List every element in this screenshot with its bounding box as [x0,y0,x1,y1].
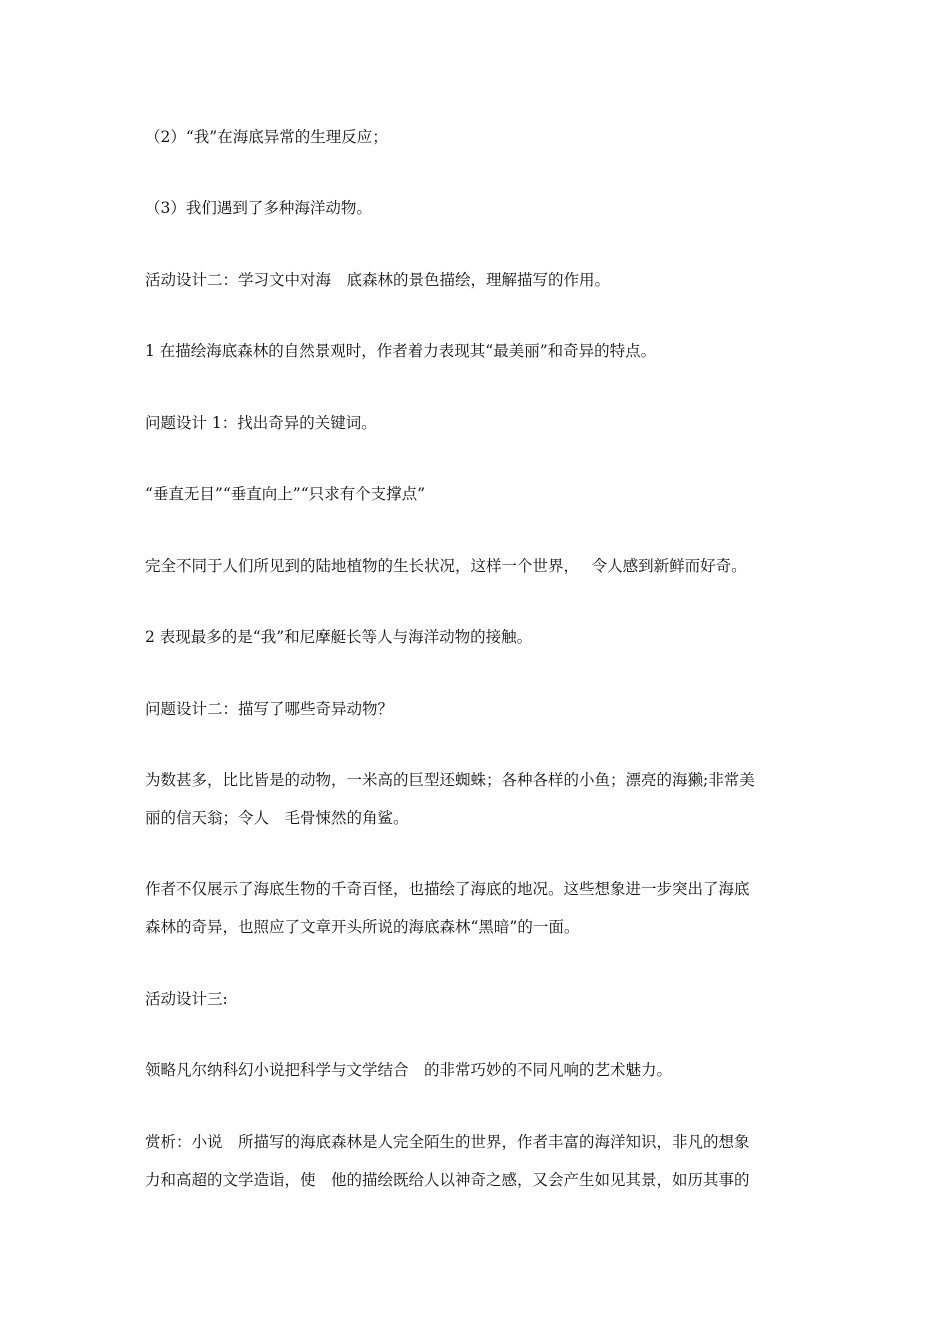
text-line: 活动设计三: [145,990,228,1008]
text-line: 领略凡尔纳科幻小说把科学与文学结合 的非常巧妙的不同凡响的艺术魅力。 [145,1061,673,1079]
paragraph-different-world [145,547,815,585]
paragraph-point-two [145,618,815,656]
paragraph-physiological-reaction [145,118,815,156]
text-line: 活动设计二：学习文中对海 底森林的景色描绘，理解描写的作用。 [145,271,611,289]
text-line: 丽的信天翁；令人 毛骨悚然的角鲨。 [145,809,409,827]
paragraph-activity-two [145,261,815,299]
text-line: 1 在描绘海底森林的自然景观时，作者着力表现其“最美丽”和奇异的特点。 [145,342,657,360]
text-line: 为数甚多，比比皆是的动物，一米高的巨型还蜘蛛；各种各样的小鱼；漂亮的海獭;非常美 [145,771,755,789]
text-line: “垂直无目”“垂直向上”“只求有个支撑点” [145,485,426,503]
paragraph-activity-three [145,980,815,1018]
paragraph-marine-animals [145,189,815,227]
paragraph-question-one [145,404,815,442]
paragraph-animals-list [145,761,815,837]
paragraph-appreciation [145,1123,815,1199]
paragraph-point-one [145,332,815,370]
text-line: （2）“我”在海底异常的生理反应； [145,128,388,146]
text-line: （3）我们遇到了多种海洋动物。 [145,199,372,217]
text-line: 作者不仅展示了海底生物的千奇百怪，也描绘了海底的地况。这些想象进一步突出了海底 [145,880,750,898]
paragraph-artistic-charm [145,1051,815,1089]
text-line: 问题设计二：描写了哪些奇异动物？ [145,700,394,718]
text-line: 2 表现最多的是“我”和尼摩艇长等人与海洋动物的接触。 [145,628,533,646]
text-line: 完全不同于人们所见到的陆地植物的生长状况，这样一个世界， 令人感到新鲜而好奇。 [145,557,747,575]
text-line: 问题设计 1：找出奇异的关键词。 [145,414,377,432]
text-line: 赏析：小说 所描写的海底森林是人完全陌生的世界，作者丰富的海洋知识，非凡的想象 [145,1133,750,1151]
paragraph-keywords [145,475,815,513]
text-line: 森林的奇异，也照应了文章开头所说的海底森林“黑暗”的一面。 [145,918,580,936]
paragraph-question-two [145,690,815,728]
text-line: 力和高超的文学造诣，使 他的描绘既给人以神奇之感，又会产生如见其景，如历其事的 [145,1171,750,1189]
paragraph-seabed-terrain [145,870,815,946]
